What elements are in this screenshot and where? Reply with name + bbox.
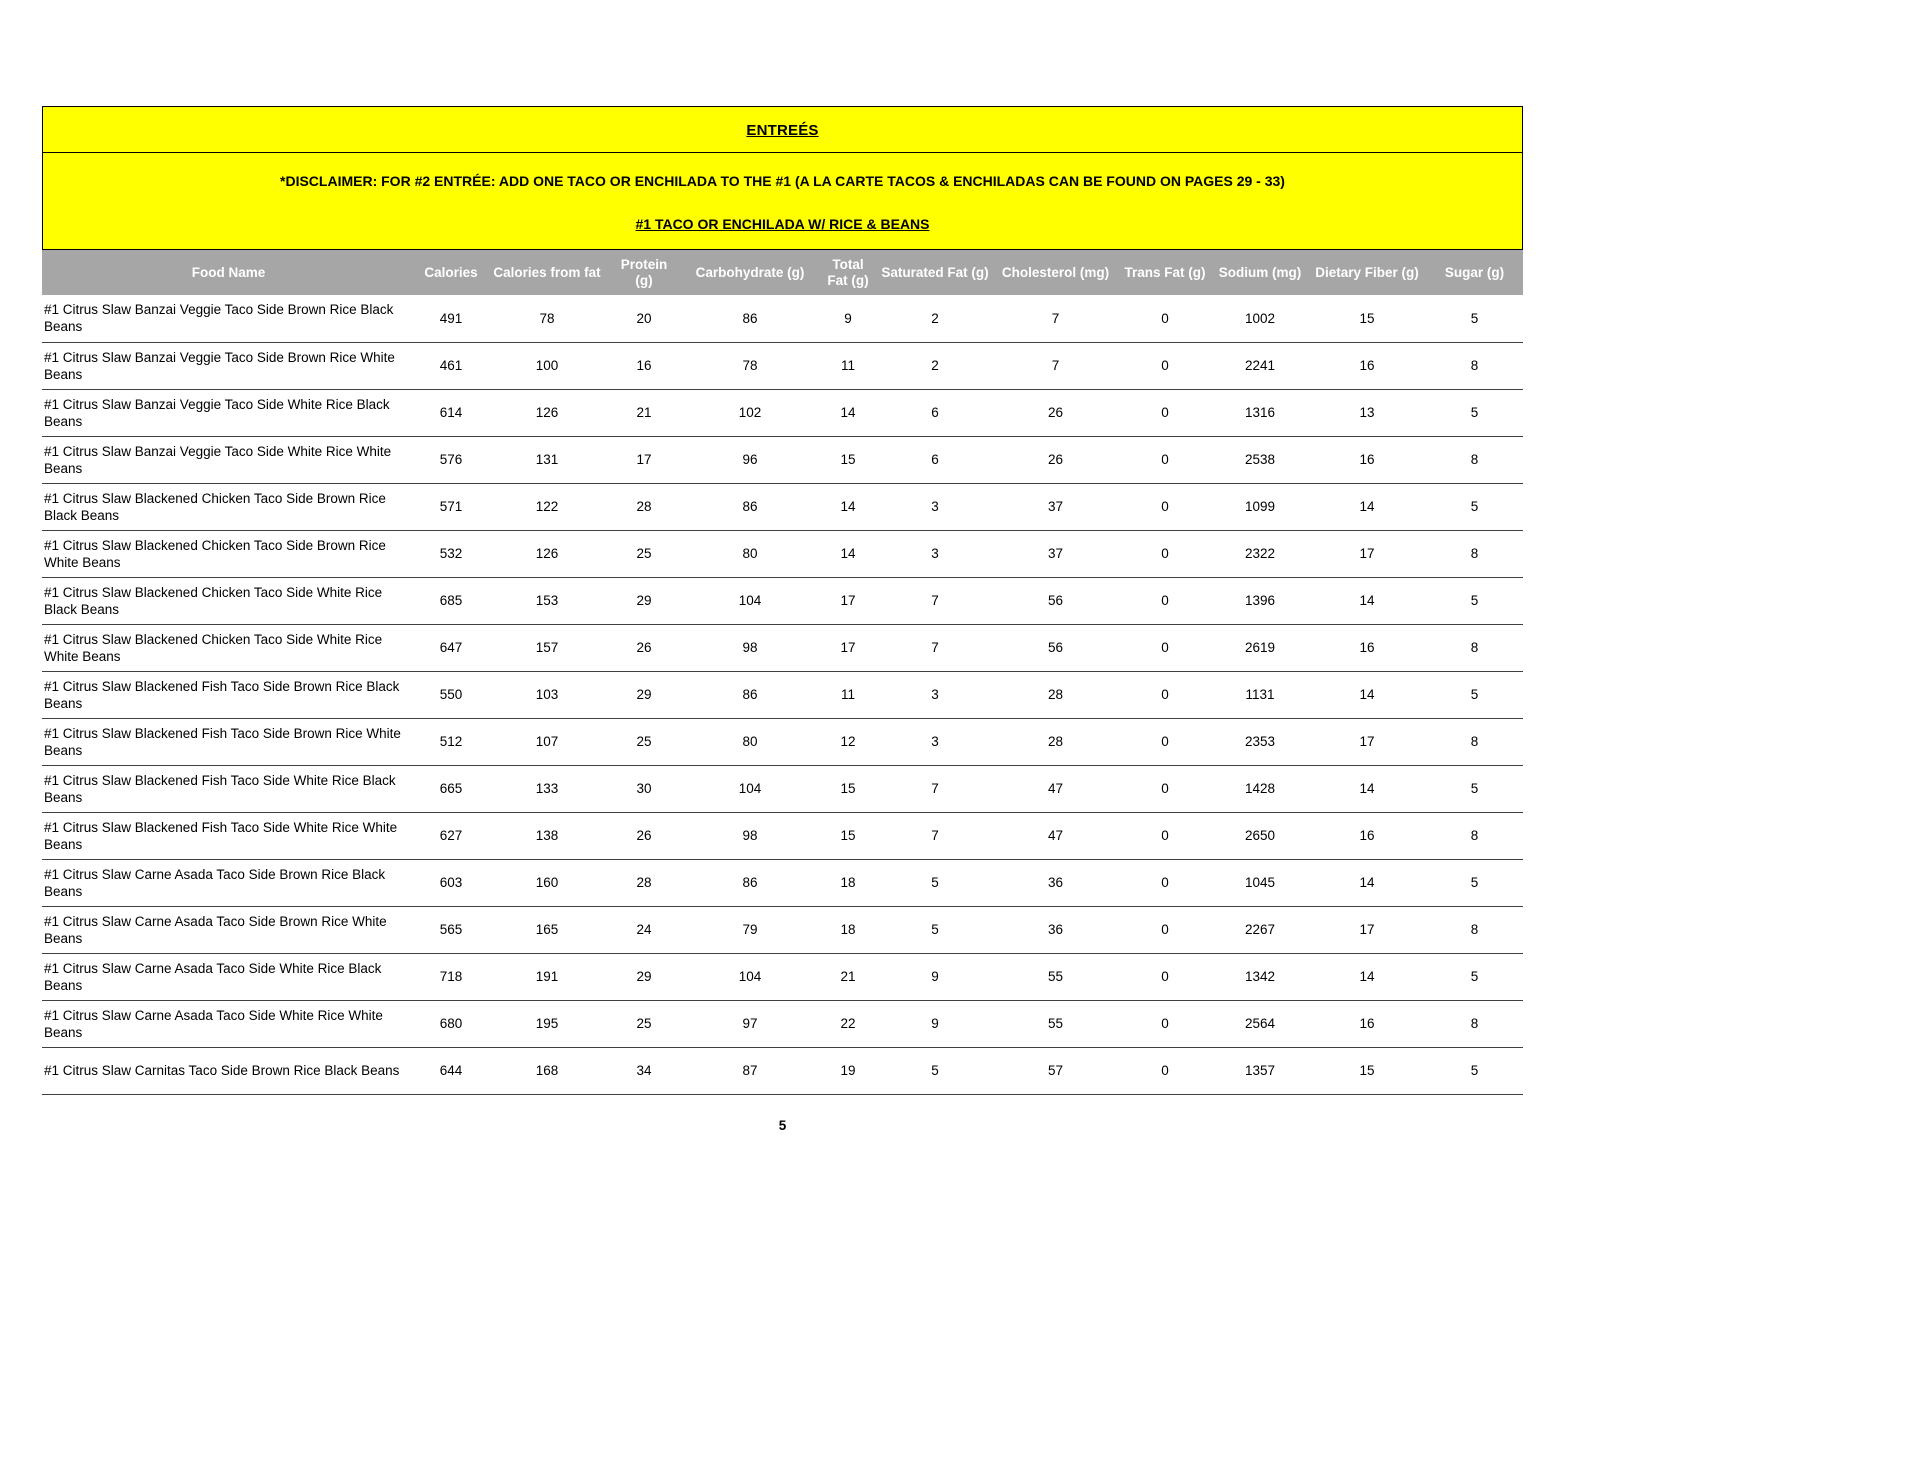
- nutrition-value-cell: 1428: [1212, 765, 1308, 812]
- nutrition-value-cell: 685: [415, 577, 487, 624]
- section-title: ENTREÉS: [43, 107, 1522, 153]
- section-banner: [42, 106, 1523, 250]
- nutrition-value-cell: 571: [415, 483, 487, 530]
- nutrition-value-cell: 25: [607, 530, 681, 577]
- nutrition-value-cell: 1131: [1212, 671, 1308, 718]
- nutrition-value-cell: 0: [1118, 577, 1212, 624]
- food-name-cell: #1 Citrus Slaw Carne Asada Taco Side White Rice White Beans: [42, 1000, 415, 1047]
- column-header: Total Fat (g): [819, 250, 877, 295]
- nutrition-value-cell: 29: [607, 671, 681, 718]
- nutrition-value-cell: 14: [819, 483, 877, 530]
- nutrition-value-cell: 603: [415, 859, 487, 906]
- column-header: Protein (g): [607, 250, 681, 295]
- nutrition-value-cell: 28: [993, 718, 1118, 765]
- food-name-cell: #1 Citrus Slaw Carnitas Taco Side Brown Rice Black Beans: [42, 1047, 415, 1094]
- nutrition-value-cell: 680: [415, 1000, 487, 1047]
- nutrition-value-cell: 7: [877, 624, 993, 671]
- nutrition-value-cell: 8: [1426, 624, 1523, 671]
- nutrition-value-cell: 2: [877, 342, 993, 389]
- nutrition-value-cell: 2267: [1212, 906, 1308, 953]
- nutrition-value-cell: 3: [877, 718, 993, 765]
- nutrition-value-cell: 491: [415, 295, 487, 342]
- nutrition-value-cell: 122: [487, 483, 607, 530]
- nutrition-value-cell: 8: [1426, 812, 1523, 859]
- nutrition-value-cell: 627: [415, 812, 487, 859]
- table-row: [42, 342, 1523, 389]
- nutrition-value-cell: 131: [487, 436, 607, 483]
- nutrition-value-cell: 5: [1426, 389, 1523, 436]
- column-header: Calories: [415, 250, 487, 295]
- nutrition-value-cell: 29: [607, 953, 681, 1000]
- nutrition-value-cell: 26: [607, 812, 681, 859]
- nutrition-value-cell: 78: [487, 295, 607, 342]
- nutrition-value-cell: 34: [607, 1047, 681, 1094]
- nutrition-value-cell: 5: [877, 906, 993, 953]
- nutrition-value-cell: 104: [681, 765, 819, 812]
- food-name-cell: #1 Citrus Slaw Blackened Chicken Taco Side Brown Rice White Beans: [42, 530, 415, 577]
- column-header: Sodium (mg): [1212, 250, 1308, 295]
- nutrition-value-cell: 1357: [1212, 1047, 1308, 1094]
- nutrition-value-cell: 5: [1426, 1047, 1523, 1094]
- nutrition-value-cell: 0: [1118, 1000, 1212, 1047]
- nutrition-value-cell: 14: [1308, 765, 1426, 812]
- nutrition-value-cell: 2650: [1212, 812, 1308, 859]
- nutrition-value-cell: 647: [415, 624, 487, 671]
- nutrition-value-cell: 576: [415, 436, 487, 483]
- nutrition-value-cell: 17: [1308, 530, 1426, 577]
- food-name-cell: #1 Citrus Slaw Blackened Fish Taco Side White Rice White Beans: [42, 812, 415, 859]
- nutrition-value-cell: 17: [819, 624, 877, 671]
- table-row: [42, 577, 1523, 624]
- nutrition-value-cell: 56: [993, 577, 1118, 624]
- nutrition-value-cell: 26: [607, 624, 681, 671]
- nutrition-value-cell: 14: [819, 389, 877, 436]
- nutrition-value-cell: 153: [487, 577, 607, 624]
- nutrition-value-cell: 1316: [1212, 389, 1308, 436]
- table-row: [42, 436, 1523, 483]
- nutrition-value-cell: 104: [681, 577, 819, 624]
- nutrition-value-cell: 28: [607, 859, 681, 906]
- nutrition-value-cell: 2241: [1212, 342, 1308, 389]
- nutrition-value-cell: 0: [1118, 765, 1212, 812]
- nutrition-value-cell: 0: [1118, 859, 1212, 906]
- nutrition-value-cell: 102: [681, 389, 819, 436]
- food-name-cell: #1 Citrus Slaw Carne Asada Taco Side White Rice Black Beans: [42, 953, 415, 1000]
- nutrition-value-cell: 16: [1308, 812, 1426, 859]
- nutrition-value-cell: 0: [1118, 342, 1212, 389]
- nutrition-value-cell: 2322: [1212, 530, 1308, 577]
- nutrition-value-cell: 16: [1308, 624, 1426, 671]
- nutrition-value-cell: 18: [819, 906, 877, 953]
- nutrition-value-cell: 0: [1118, 436, 1212, 483]
- nutrition-value-cell: 24: [607, 906, 681, 953]
- nutrition-value-cell: 9: [877, 1000, 993, 1047]
- nutrition-value-cell: 532: [415, 530, 487, 577]
- nutrition-value-cell: 14: [1308, 953, 1426, 1000]
- nutrition-value-cell: 11: [819, 671, 877, 718]
- nutrition-value-cell: 36: [993, 859, 1118, 906]
- column-header: Calories from fat: [487, 250, 607, 295]
- nutrition-value-cell: 19: [819, 1047, 877, 1094]
- nutrition-value-cell: 0: [1118, 812, 1212, 859]
- nutrition-value-cell: 16: [1308, 1000, 1426, 1047]
- nutrition-value-cell: 8: [1426, 718, 1523, 765]
- nutrition-value-cell: 9: [877, 953, 993, 1000]
- nutrition-value-cell: 98: [681, 812, 819, 859]
- nutrition-value-cell: 2564: [1212, 1000, 1308, 1047]
- nutrition-value-cell: 28: [607, 483, 681, 530]
- nutrition-value-cell: 29: [607, 577, 681, 624]
- subsection-title: #1 TACO OR ENCHILADA W/ RICE & BEANS: [635, 216, 930, 232]
- nutrition-value-cell: 6: [877, 389, 993, 436]
- nutrition-value-cell: 5: [1426, 295, 1523, 342]
- column-header: Trans Fat (g): [1118, 250, 1212, 295]
- nutrition-value-cell: 3: [877, 671, 993, 718]
- nutrition-value-cell: 0: [1118, 671, 1212, 718]
- table-row: [42, 718, 1523, 765]
- nutrition-value-cell: 1342: [1212, 953, 1308, 1000]
- nutrition-value-cell: 17: [1308, 718, 1426, 765]
- nutrition-value-cell: 86: [681, 295, 819, 342]
- nutrition-value-cell: 8: [1426, 436, 1523, 483]
- nutrition-value-cell: 133: [487, 765, 607, 812]
- nutrition-value-cell: 168: [487, 1047, 607, 1094]
- nutrition-value-cell: 86: [681, 483, 819, 530]
- nutrition-value-cell: 0: [1118, 295, 1212, 342]
- nutrition-value-cell: 13: [1308, 389, 1426, 436]
- nutrition-value-cell: 2353: [1212, 718, 1308, 765]
- nutrition-value-cell: 644: [415, 1047, 487, 1094]
- table-row: [42, 812, 1523, 859]
- nutrition-value-cell: 1099: [1212, 483, 1308, 530]
- nutrition-value-cell: 86: [681, 859, 819, 906]
- nutrition-value-cell: 550: [415, 671, 487, 718]
- disclaimer-text: *DISCLAIMER: FOR #2 ENTRÉE: ADD ONE TACO OR ENCHILADA TO THE #1 (A LA CARTE TACOS & ENCHILADAS CAN BE FOUND ON PAGES 29 - 33): [280, 173, 1285, 189]
- nutrition-value-cell: 79: [681, 906, 819, 953]
- nutrition-value-cell: 195: [487, 1000, 607, 1047]
- food-name-cell: #1 Citrus Slaw Blackened Chicken Taco Side White Rice White Beans: [42, 624, 415, 671]
- nutrition-value-cell: 8: [1426, 530, 1523, 577]
- table-row: [42, 906, 1523, 953]
- nutrition-value-cell: 15: [1308, 1047, 1426, 1094]
- food-name-cell: #1 Citrus Slaw Blackened Chicken Taco Side White Rice Black Beans: [42, 577, 415, 624]
- food-name-cell: #1 Citrus Slaw Banzai Veggie Taco Side Brown Rice White Beans: [42, 342, 415, 389]
- nutrition-value-cell: 14: [1308, 483, 1426, 530]
- nutrition-value-cell: 461: [415, 342, 487, 389]
- nutrition-value-cell: 6: [877, 436, 993, 483]
- nutrition-value-cell: 5: [1426, 577, 1523, 624]
- nutrition-value-cell: 21: [819, 953, 877, 1000]
- nutrition-value-cell: 37: [993, 530, 1118, 577]
- table-row: [42, 953, 1523, 1000]
- nutrition-value-cell: 80: [681, 718, 819, 765]
- nutrition-value-cell: 7: [877, 577, 993, 624]
- column-header: Dietary Fiber (g): [1308, 250, 1426, 295]
- nutrition-value-cell: 665: [415, 765, 487, 812]
- nutrition-value-cell: 2538: [1212, 436, 1308, 483]
- nutrition-value-cell: 20: [607, 295, 681, 342]
- nutrition-value-cell: 25: [607, 718, 681, 765]
- nutrition-value-cell: 16: [1308, 436, 1426, 483]
- nutrition-value-cell: 14: [1308, 859, 1426, 906]
- nutrition-value-cell: 5: [1426, 859, 1523, 906]
- food-name-cell: #1 Citrus Slaw Blackened Chicken Taco Side Brown Rice Black Beans: [42, 483, 415, 530]
- nutrition-value-cell: 36: [993, 906, 1118, 953]
- nutrition-value-cell: 26: [993, 436, 1118, 483]
- nutrition-value-cell: 37: [993, 483, 1118, 530]
- table-row: [42, 859, 1523, 906]
- table-row: [42, 483, 1523, 530]
- nutrition-value-cell: 56: [993, 624, 1118, 671]
- nutrition-value-cell: 14: [819, 530, 877, 577]
- nutrition-value-cell: 0: [1118, 906, 1212, 953]
- page-number: 5: [778, 1118, 787, 1133]
- nutrition-value-cell: 2: [877, 295, 993, 342]
- nutrition-value-cell: 0: [1118, 624, 1212, 671]
- nutrition-value-cell: 98: [681, 624, 819, 671]
- nutrition-value-cell: 7: [993, 295, 1118, 342]
- column-header: Carbohydrate (g): [681, 250, 819, 295]
- nutrition-value-cell: 17: [607, 436, 681, 483]
- nutrition-value-cell: 0: [1118, 483, 1212, 530]
- nutrition-value-cell: 7: [877, 765, 993, 812]
- food-name-cell: #1 Citrus Slaw Blackened Fish Taco Side Brown Rice Black Beans: [42, 671, 415, 718]
- document-sheet: [42, 106, 1523, 1095]
- column-header: Saturated Fat (g): [877, 250, 993, 295]
- nutrition-value-cell: 157: [487, 624, 607, 671]
- nutrition-value-cell: 17: [819, 577, 877, 624]
- table-header-row: [42, 250, 1523, 295]
- column-header: Cholesterol (mg): [993, 250, 1118, 295]
- nutrition-value-cell: 96: [681, 436, 819, 483]
- nutrition-value-cell: 15: [819, 812, 877, 859]
- nutrition-value-cell: 12: [819, 718, 877, 765]
- nutrition-value-cell: 17: [1308, 906, 1426, 953]
- food-name-cell: #1 Citrus Slaw Carne Asada Taco Side Brown Rice Black Beans: [42, 859, 415, 906]
- nutrition-value-cell: 718: [415, 953, 487, 1000]
- nutrition-table: [42, 250, 1523, 1095]
- nutrition-value-cell: 25: [607, 1000, 681, 1047]
- nutrition-value-cell: 0: [1118, 718, 1212, 765]
- nutrition-value-cell: 14: [1308, 671, 1426, 718]
- nutrition-value-cell: 126: [487, 530, 607, 577]
- nutrition-value-cell: 107: [487, 718, 607, 765]
- nutrition-value-cell: 3: [877, 483, 993, 530]
- food-name-cell: #1 Citrus Slaw Blackened Fish Taco Side Brown Rice White Beans: [42, 718, 415, 765]
- nutrition-value-cell: 78: [681, 342, 819, 389]
- nutrition-value-cell: 160: [487, 859, 607, 906]
- nutrition-value-cell: 47: [993, 765, 1118, 812]
- nutrition-value-cell: 0: [1118, 389, 1212, 436]
- nutrition-value-cell: 8: [1426, 342, 1523, 389]
- nutrition-value-cell: 11: [819, 342, 877, 389]
- nutrition-value-cell: 5: [877, 1047, 993, 1094]
- nutrition-value-cell: 87: [681, 1047, 819, 1094]
- nutrition-value-cell: 8: [1426, 1000, 1523, 1047]
- nutrition-value-cell: 21: [607, 389, 681, 436]
- nutrition-value-cell: 1396: [1212, 577, 1308, 624]
- table-row: [42, 765, 1523, 812]
- nutrition-value-cell: 5: [1426, 953, 1523, 1000]
- food-name-cell: #1 Citrus Slaw Banzai Veggie Taco Side Brown Rice Black Beans: [42, 295, 415, 342]
- nutrition-value-cell: 15: [819, 436, 877, 483]
- nutrition-value-cell: 165: [487, 906, 607, 953]
- nutrition-value-cell: 8: [1426, 906, 1523, 953]
- table-row: [42, 1047, 1523, 1094]
- nutrition-value-cell: 97: [681, 1000, 819, 1047]
- food-name-cell: #1 Citrus Slaw Banzai Veggie Taco Side White Rice White Beans: [42, 436, 415, 483]
- nutrition-value-cell: 80: [681, 530, 819, 577]
- table-row: [42, 389, 1523, 436]
- nutrition-value-cell: 5: [1426, 765, 1523, 812]
- nutrition-value-cell: 47: [993, 812, 1118, 859]
- nutrition-value-cell: 7: [993, 342, 1118, 389]
- nutrition-value-cell: 5: [1426, 671, 1523, 718]
- nutrition-value-cell: 3: [877, 530, 993, 577]
- nutrition-value-cell: 100: [487, 342, 607, 389]
- table-row: [42, 624, 1523, 671]
- nutrition-value-cell: 28: [993, 671, 1118, 718]
- food-name-cell: #1 Citrus Slaw Blackened Fish Taco Side White Rice Black Beans: [42, 765, 415, 812]
- nutrition-value-cell: 0: [1118, 1047, 1212, 1094]
- nutrition-value-cell: 57: [993, 1047, 1118, 1094]
- table-row: [42, 1000, 1523, 1047]
- nutrition-value-cell: 5: [877, 859, 993, 906]
- nutrition-value-cell: 9: [819, 295, 877, 342]
- nutrition-value-cell: 7: [877, 812, 993, 859]
- nutrition-value-cell: 0: [1118, 530, 1212, 577]
- nutrition-value-cell: 55: [993, 1000, 1118, 1047]
- nutrition-value-cell: 5: [1426, 483, 1523, 530]
- nutrition-value-cell: 16: [1308, 342, 1426, 389]
- nutrition-value-cell: 103: [487, 671, 607, 718]
- nutrition-value-cell: 15: [819, 765, 877, 812]
- nutrition-value-cell: 512: [415, 718, 487, 765]
- nutrition-value-cell: 26: [993, 389, 1118, 436]
- nutrition-value-cell: 15: [1308, 295, 1426, 342]
- nutrition-value-cell: 55: [993, 953, 1118, 1000]
- nutrition-value-cell: 138: [487, 812, 607, 859]
- nutrition-value-cell: 22: [819, 1000, 877, 1047]
- nutrition-value-cell: 191: [487, 953, 607, 1000]
- nutrition-value-cell: 614: [415, 389, 487, 436]
- nutrition-value-cell: 104: [681, 953, 819, 1000]
- nutrition-value-cell: 0: [1118, 953, 1212, 1000]
- nutrition-value-cell: 16: [607, 342, 681, 389]
- nutrition-value-cell: 565: [415, 906, 487, 953]
- nutrition-value-cell: 1045: [1212, 859, 1308, 906]
- nutrition-value-cell: 86: [681, 671, 819, 718]
- nutrition-value-cell: 18: [819, 859, 877, 906]
- nutrition-value-cell: 30: [607, 765, 681, 812]
- table-row: [42, 295, 1523, 342]
- column-header: Sugar (g): [1426, 250, 1523, 295]
- food-name-cell: #1 Citrus Slaw Banzai Veggie Taco Side White Rice Black Beans: [42, 389, 415, 436]
- column-header: Food Name: [42, 250, 415, 295]
- nutrition-value-cell: 1002: [1212, 295, 1308, 342]
- food-name-cell: #1 Citrus Slaw Carne Asada Taco Side Brown Rice White Beans: [42, 906, 415, 953]
- table-row: [42, 530, 1523, 577]
- table-row: [42, 671, 1523, 718]
- nutrition-value-cell: 14: [1308, 577, 1426, 624]
- nutrition-value-cell: 126: [487, 389, 607, 436]
- nutrition-value-cell: 2619: [1212, 624, 1308, 671]
